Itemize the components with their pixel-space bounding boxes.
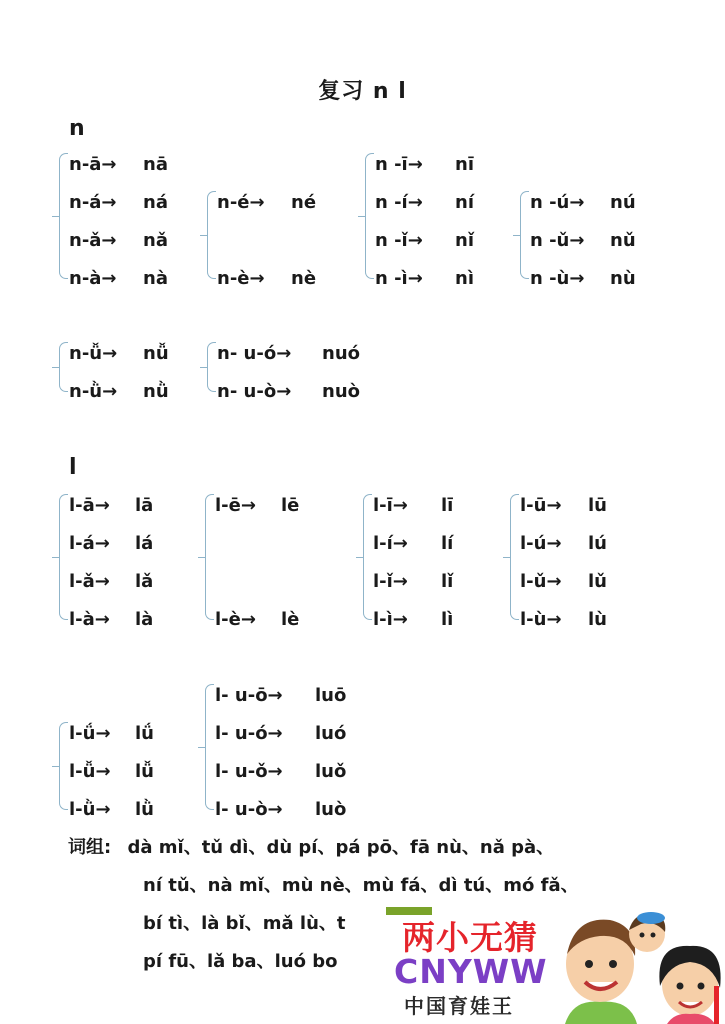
spell-row: n-ā→ nā xyxy=(69,154,168,175)
section-heading-n: n xyxy=(69,116,85,141)
word-group-line: pí fū、lǎ ba、luó bo xyxy=(143,951,338,972)
spell-row: l-ǚ→ lǚ xyxy=(69,761,154,782)
bracket xyxy=(207,191,216,279)
watermark-logo xyxy=(380,904,725,1024)
bracket xyxy=(207,342,216,392)
spell-row: l-ū→ lū xyxy=(520,495,607,516)
spell-row: l-ì→ lì xyxy=(373,609,454,630)
edge-mark xyxy=(714,986,719,1024)
spell-row: l-á→ lá xyxy=(69,533,154,554)
bracket xyxy=(510,494,519,620)
spell-row: l-ù→ lù xyxy=(520,609,607,630)
bracket xyxy=(205,684,214,810)
l-group-u xyxy=(510,494,640,630)
spell-row: n-ǎ→ nǎ xyxy=(69,230,168,251)
spell-row: n -ī→ nī xyxy=(375,154,474,175)
spell-row: l-ǔ→ lǔ xyxy=(520,571,607,592)
l-group-e xyxy=(205,494,335,630)
l-group-a xyxy=(59,494,189,630)
watermark-subtitle: 中国育娃王 xyxy=(404,994,514,1018)
spell-row: n-é→ né xyxy=(217,192,317,213)
spell-row: l- u-ó→ luó xyxy=(215,723,347,744)
spell-row: l-ú→ lú xyxy=(520,533,607,554)
section-heading-l: l xyxy=(69,455,77,480)
spell-row: n-è→ nè xyxy=(217,268,317,289)
n-group-a xyxy=(59,153,189,289)
spell-row: n-ǚ→ nǚ xyxy=(69,343,169,364)
spell-row: n-ǜ→ nǜ xyxy=(69,381,169,402)
cartoon-kids-illustration xyxy=(555,904,725,1024)
spell-row: l-à→ là xyxy=(69,609,154,630)
spell-row: l-ǐ→ lǐ xyxy=(373,571,454,592)
l-group-v xyxy=(59,722,189,820)
watermark-brand: CNYWW xyxy=(394,952,548,991)
bracket xyxy=(365,153,374,279)
word-group-line: ní tǔ、nà mǐ、mù nè、mù fá、dì tú、mó fǎ、 xyxy=(143,875,579,896)
word-group-line: bí tì、là bǐ、mǎ lù、t xyxy=(143,913,346,934)
spell-row: l- u-ǒ→ luǒ xyxy=(215,761,347,782)
spell-row: n -ǐ→ nǐ xyxy=(375,230,474,251)
word-group-label: 词组: xyxy=(68,837,112,858)
spell-row: l-ǜ→ lǜ xyxy=(69,799,154,820)
spell-row: n -ǔ→ nǔ xyxy=(530,230,636,251)
spell-row: l-è→ lè xyxy=(215,609,300,630)
watermark-title: 两小无猜 xyxy=(402,918,538,957)
spell-row: l-ǎ→ lǎ xyxy=(69,571,154,592)
spell-row: n -ì→ nì xyxy=(375,268,474,289)
spell-row: l-ǘ→ lǘ xyxy=(69,723,154,744)
spell-row: n -í→ ní xyxy=(375,192,474,213)
bracket xyxy=(363,494,372,620)
spell-row: n- u-ò→ nuò xyxy=(217,381,360,402)
spell-row: l-ī→ lī xyxy=(373,495,454,516)
spell-row: n -ú→ nú xyxy=(530,192,636,213)
n-group-u xyxy=(520,191,650,289)
bracket xyxy=(59,494,68,620)
bracket xyxy=(205,494,214,620)
page-title: 复习 n l xyxy=(318,79,407,104)
word-group-line xyxy=(68,835,554,861)
bracket xyxy=(59,342,68,392)
spell-row: n -ù→ nù xyxy=(530,268,636,289)
l-group-i xyxy=(363,494,493,630)
spell-row: l-ā→ lā xyxy=(69,495,154,516)
spell-row: l-í→ lí xyxy=(373,533,454,554)
spell-row: n- u-ó→ nuó xyxy=(217,343,360,364)
word-group-text: dà mǐ、tǔ dì、dù pí、pá pō、fā nù、nǎ pà、 xyxy=(127,837,555,858)
n-group-uo xyxy=(207,342,377,402)
spell-row: n-à→ nà xyxy=(69,268,168,289)
spell-row: n-á→ ná xyxy=(69,192,168,213)
spell-row: l-ē→ lē xyxy=(215,495,300,516)
l-group-uo xyxy=(205,684,375,820)
bracket xyxy=(59,722,68,810)
n-group-e xyxy=(207,191,337,289)
bracket xyxy=(59,153,68,279)
spell-row: l- u-ō→ luō xyxy=(215,685,347,706)
bracket xyxy=(520,191,529,279)
n-group-i xyxy=(365,153,495,289)
spell-row: l- u-ò→ luò xyxy=(215,799,347,820)
n-group-v xyxy=(59,342,189,402)
